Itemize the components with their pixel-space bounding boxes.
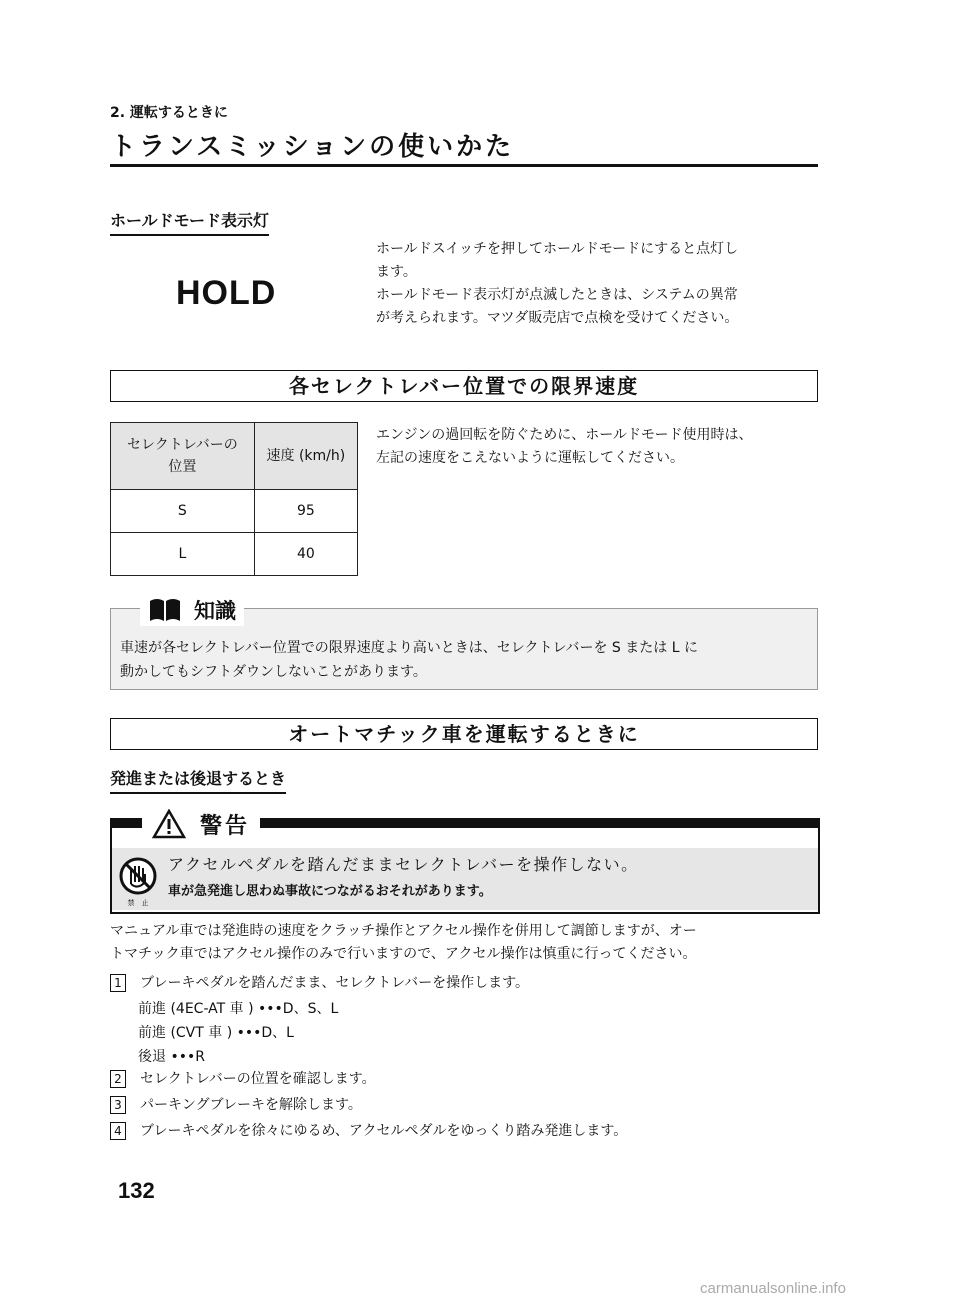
text-line: が考えられます。マツダ販売店で点検を受けてください。	[376, 310, 739, 326]
step-1	[110, 972, 529, 994]
step-text: ブレーキペダルを踏んだまま、セレクトレバーを操作します。	[140, 975, 530, 991]
step-number: 2	[110, 1070, 126, 1088]
warning-triangle-icon	[152, 809, 186, 839]
hold-description	[376, 238, 818, 330]
step-1-detail: 前進 (CVT 車 ) •••D、L	[138, 1025, 294, 1041]
knowledge-label: 知識	[140, 594, 244, 626]
step-text: セレクトレバーの位置を確認します。	[140, 1071, 376, 1087]
text-line: ホールドスイッチを押してホールドモードにすると点灯し	[376, 241, 739, 257]
prohibit-hand-icon	[118, 856, 158, 908]
step-text: パーキングブレーキを解除します。	[140, 1097, 362, 1113]
title-rule	[110, 164, 818, 167]
speed-limit-table	[110, 422, 358, 576]
step-3	[110, 1094, 362, 1116]
hold-indicator: HOLD	[176, 274, 277, 312]
step-1-detail: 後退 •••R	[138, 1049, 205, 1065]
at-section-heading: オートマチック車を運転するときに	[110, 718, 818, 750]
watermark: carmanualsonline.info	[700, 1280, 846, 1297]
text-line: 車速が各セレクトレバー位置での限界速度より高いときは、セレクトレバーを S または L に	[120, 640, 698, 656]
text-line: 動かしてもシフトダウンしないことがあります。	[120, 664, 427, 680]
text-line: トマチック車ではアクセル操作のみで行いますので、アクセル操作は慎重に行ってください。	[110, 946, 697, 962]
step-4	[110, 1120, 627, 1142]
page-title: トランスミッションの使いかた	[110, 132, 515, 162]
text-line: ます。	[376, 264, 417, 280]
table-row: L 40	[111, 533, 358, 576]
table-row: S 95	[111, 490, 358, 533]
warning-label: 警告	[142, 804, 260, 844]
warning-line-2: 車が急発進し思わぬ事故につながるおそれがあります。	[168, 884, 492, 899]
table-header-speed: 速度 (km/h)	[254, 423, 357, 490]
speed-description	[376, 424, 818, 470]
text-line: ホールドモード表示灯が点滅したときは、システムの異常	[376, 287, 738, 303]
step-number: 3	[110, 1096, 126, 1114]
text-line: 左記の速度をこえないように運転してください。	[376, 450, 684, 466]
step-2	[110, 1068, 376, 1090]
step-text: ブレーキペダルを徐々にゆるめ、アクセルペダルをゆっくり踏み発進します。	[140, 1123, 628, 1139]
knowledge-text	[120, 636, 810, 684]
step-number: 4	[110, 1122, 126, 1140]
book-icon	[148, 597, 182, 623]
hold-section-heading: ホールドモード表示灯	[110, 208, 269, 236]
text-line: マニュアル車では発進時の速度をクラッチ操作とアクセル操作を併用して調節しますが、オー	[110, 923, 697, 939]
step-1-detail: 前進 (4EC-AT 車 ) •••D、S、L	[138, 1001, 339, 1017]
step-number: 1	[110, 974, 126, 992]
manual-description	[110, 920, 820, 966]
speed-section-heading: 各セレクトレバー位置での限界速度	[110, 370, 818, 402]
chapter-heading: 2. 運転するときに	[110, 105, 228, 121]
prohibit-caption: 禁 止	[127, 899, 149, 907]
start-reverse-heading: 発進または後退するとき	[110, 766, 286, 794]
text-line: エンジンの過回転を防ぐために、ホールドモード使用時は、	[376, 427, 753, 443]
warning-line-1: アクセルペダルを踏んだままセレクトレバーを操作しない。	[168, 855, 639, 874]
table-header-lever: セレクトレバーの 位置	[111, 423, 255, 490]
page-number: 132	[118, 1178, 155, 1203]
